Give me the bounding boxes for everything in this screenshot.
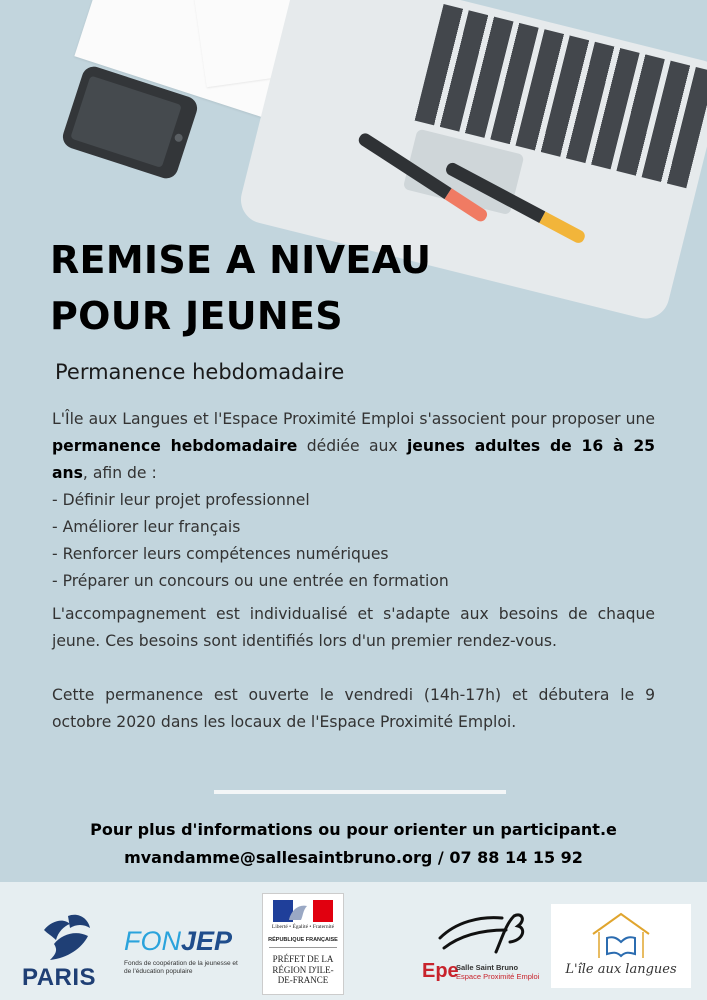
list-item: - Améliorer leur français <box>52 518 241 536</box>
intro-emphasis: permanence hebdomadaire <box>52 437 298 455</box>
phone-button <box>174 133 184 143</box>
phone-screen <box>70 76 182 168</box>
ile-logo-text: L'île aux langues <box>565 962 677 977</box>
ile-aux-langues-logo <box>551 904 691 988</box>
contact-email-phone[interactable]: mvandamme@sallesaintbruno.org / 07 88 14 15 92 <box>124 848 583 867</box>
house-book-icon <box>589 910 653 962</box>
epe-logo-text: Epe <box>422 960 459 982</box>
goals-list <box>52 487 655 595</box>
prefet-logo <box>262 893 344 995</box>
prefet-divider <box>269 947 337 948</box>
fonjep-logo <box>124 926 232 957</box>
prefet-name: PRÉFET DE LA RÉGION D'ILE-DE-FRANCE <box>272 954 334 985</box>
list-item: - Renforcer leurs compétences numériques <box>52 545 389 563</box>
prefet-motto: Liberté • Égalité • Fraternité <box>271 924 335 930</box>
contact-block <box>0 816 707 872</box>
title-line-1: REMISE A NIVEAU <box>50 238 432 282</box>
contact-line: Pour plus d'informations ou pour orienter un participant.e <box>90 820 617 839</box>
fonjep-subtitle: Fonds de coopération de la jeunesse et de l'éducation populaire <box>124 960 238 975</box>
title-line-2: POUR JEUNES <box>50 294 343 338</box>
paris-logo-icon <box>38 908 96 964</box>
list-item: - Préparer un concours ou une entrée en formation <box>52 572 449 590</box>
page-title <box>50 232 431 344</box>
divider <box>214 790 506 794</box>
epe-subtitle <box>456 963 539 981</box>
intro-emphasis: jeunes adultes de 16 à 25 ans <box>52 437 656 482</box>
paris-logo-text: PARIS <box>22 964 97 991</box>
epe-subtitle-line: Espace Proximité Emploi <box>456 972 540 981</box>
intro-text: L'Île aux Langues et l'Espace Proximité Emploi s'associent pour proposer une <box>52 410 655 428</box>
support-paragraph: L'accompagnement est individualisé et s'adapte aux besoins de chaque jeune. Ces besoins sont identifiés lors d'un premier rendez-vous. <box>52 605 655 650</box>
body-content <box>52 406 655 736</box>
marianne-flag-icon <box>273 900 333 922</box>
fonjep-logo-part: FON <box>124 926 181 956</box>
fonjep-logo-part: JEP <box>181 926 233 956</box>
epe-bird-icon <box>436 908 531 960</box>
list-item: - Définir leur projet professionnel <box>52 491 310 509</box>
schedule-paragraph: Cette permanence est ouverte le vendredi (14h-17h) et débutera le 9 octobre 2020 dans les locaux de l'Espace Proximité Emploi. <box>52 686 655 731</box>
epe-subtitle-line: Salle Saint Bruno <box>456 963 519 972</box>
subtitle: Permanence hebdomadaire <box>55 360 345 384</box>
intro-text: , afin de : <box>82 464 157 482</box>
intro-text: dédiée aux <box>297 437 407 455</box>
prefet-republic: RÉPUBLIQUE FRANÇAISE <box>268 937 338 943</box>
intro-paragraph <box>52 406 655 487</box>
